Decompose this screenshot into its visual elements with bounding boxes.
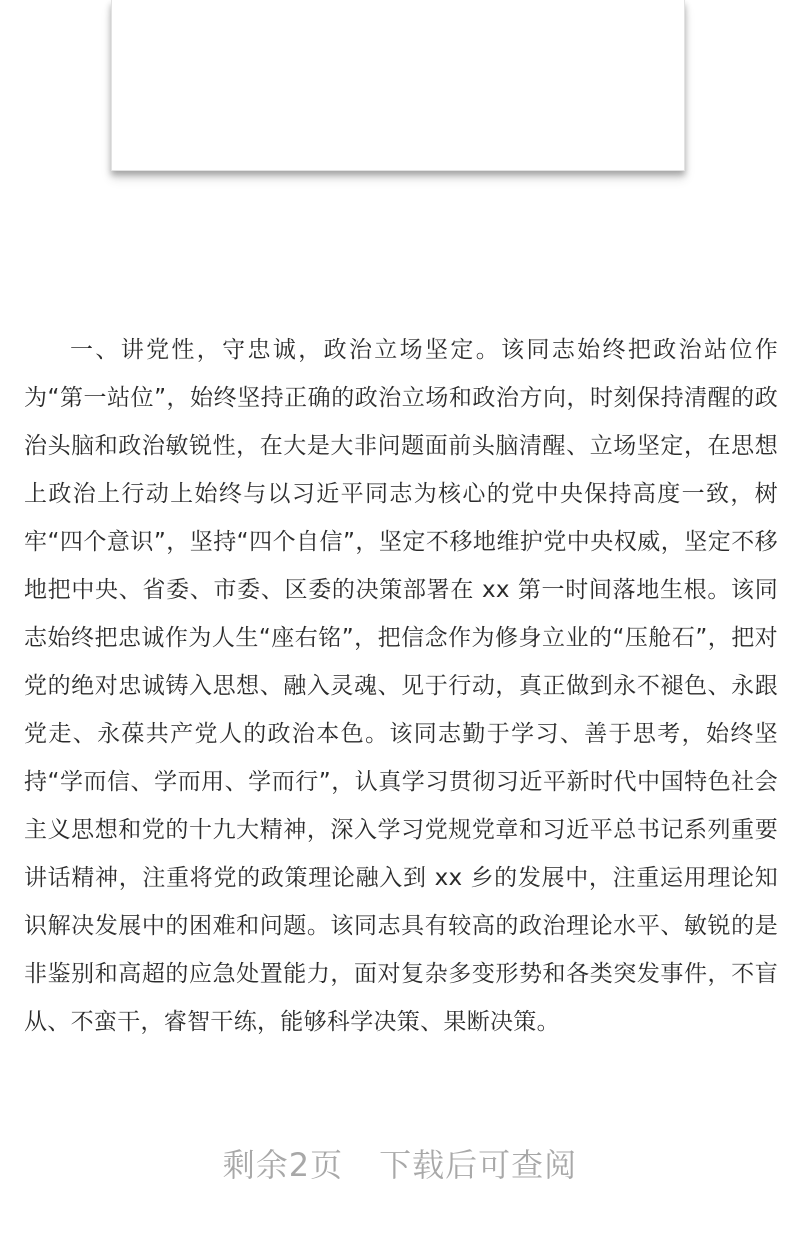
page-preview-card: [111, 0, 685, 171]
download-notice[interactable]: [0, 1140, 800, 1190]
document-paragraph: 一、讲党性，守忠诚，政治立场坚定。该同志始终把政治站位作为“第一站位”，始终坚持正确的政治立场和政治方向，时刻保持清醒的政治头脑和政治敏锐性，在大是大非问题面前头脑清醒、立场坚定，在思想上政治上行动上始终与以习近平同志为核心的党中央保持高度一致，树牢“四个意识”，坚持“四个自信”，坚定不移地维护党中央权威，坚定不移地把中央、省委、市委、区委的决策部署在 xx 第一时间落地生根。该同志始终把忠诚作为人生“座右铭”，把信念作为修身立业的“压舱石”，把对党的绝对忠诚铸入思想、融入灵魂、见于行动，真正做到永不褪色、永跟党走、永葆共产党人的政治本色。该同志勤于学习、善于思考，始终坚持“学而信、学而用、学而行”，认真学习贯彻习近平新时代中国特色社会主义思想和党的十九大精神，深入学习党规党章和习近平总书记系列重要讲话精神，注重将党的政策理论融入到 xx 乡的发展中，注重运用理论知识解决发展中的困难和问题。该同志具有较高的政治理论水平、敏锐的是非鉴别和高超的应急处置能力，面对复杂多变形势和各类突发事件，不盲从、不蛮干，睿智干练，能够科学决策、果断决策。: [24, 337, 778, 1035]
download-hint-label: 下载后可查阅: [379, 1146, 578, 1184]
remaining-pages-label: 剩余2页: [222, 1146, 344, 1184]
